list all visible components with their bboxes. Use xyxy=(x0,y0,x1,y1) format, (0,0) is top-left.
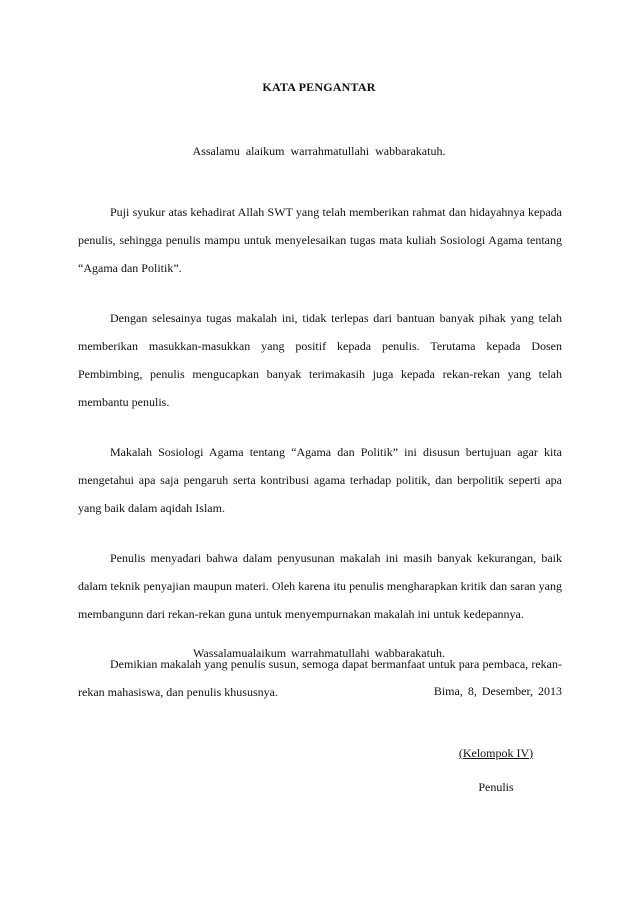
opening-greeting: Assalamu alaikum warrahmatullahi wabbarakatuh. xyxy=(192,144,446,158)
author-label: Penulis xyxy=(478,780,514,794)
closing-greeting: Wassalamualaikum warrahmatullahi wabbarakatuh. xyxy=(193,646,445,660)
paragraph-2: Dengan selesainya tugas makalah ini, tidak terlepas dari bantuan banyak pihak yang telah memberikan masukkan-masukkan yang positif kepada penulis. Terutama kepada Dosen Pembimbing, penulis mengucapkan banyak terimakasih juga kepada rekan-rekan yang telah membantu penulis. xyxy=(78,311,562,409)
paragraph-3: Makalah Sosiologi Agama tentang “Agama dan Politik” ini disusun bertujuan agar kita mengetahui apa saja pengaruh serta kontribusi agama terhadap politik, dan berpolitik seperti apa yang baik dalam aqidah Islam. xyxy=(78,445,562,515)
paragraph-4: Penulis menyadari bahwa dalam penyusunan makalah ini masih banyak kekurangan, baik dalam teknik penyajian maupun materi. Oleh karena itu penulis mengharapkan kritik dan saran yang membangunn dari rekan-rekan guna untuk menyempurnakan makalah ini untuk kedepannya. xyxy=(78,551,562,621)
paragraph-1: Puji syukur atas kehadirat Allah SWT yang telah memberikan rahmat dan hidayahnya kepada penulis, sehingga penulis mampu untuk menyelesaikan tugas mata kuliah Sosiologi Agama tentang “Agama dan Politik”. xyxy=(78,205,562,275)
place-date: Bima, 8, Desember, 2013 xyxy=(433,684,562,698)
group-name: (Kelompok IV) xyxy=(458,746,534,760)
paragraph-5: Demikian makalah yang penulis susun, semoga dapat bermanfaat untuk para pembaca, rekan-rekan mahasiswa, dan penulis khususnya. xyxy=(78,657,562,699)
page-title: KATA PENGANTAR xyxy=(262,80,376,94)
